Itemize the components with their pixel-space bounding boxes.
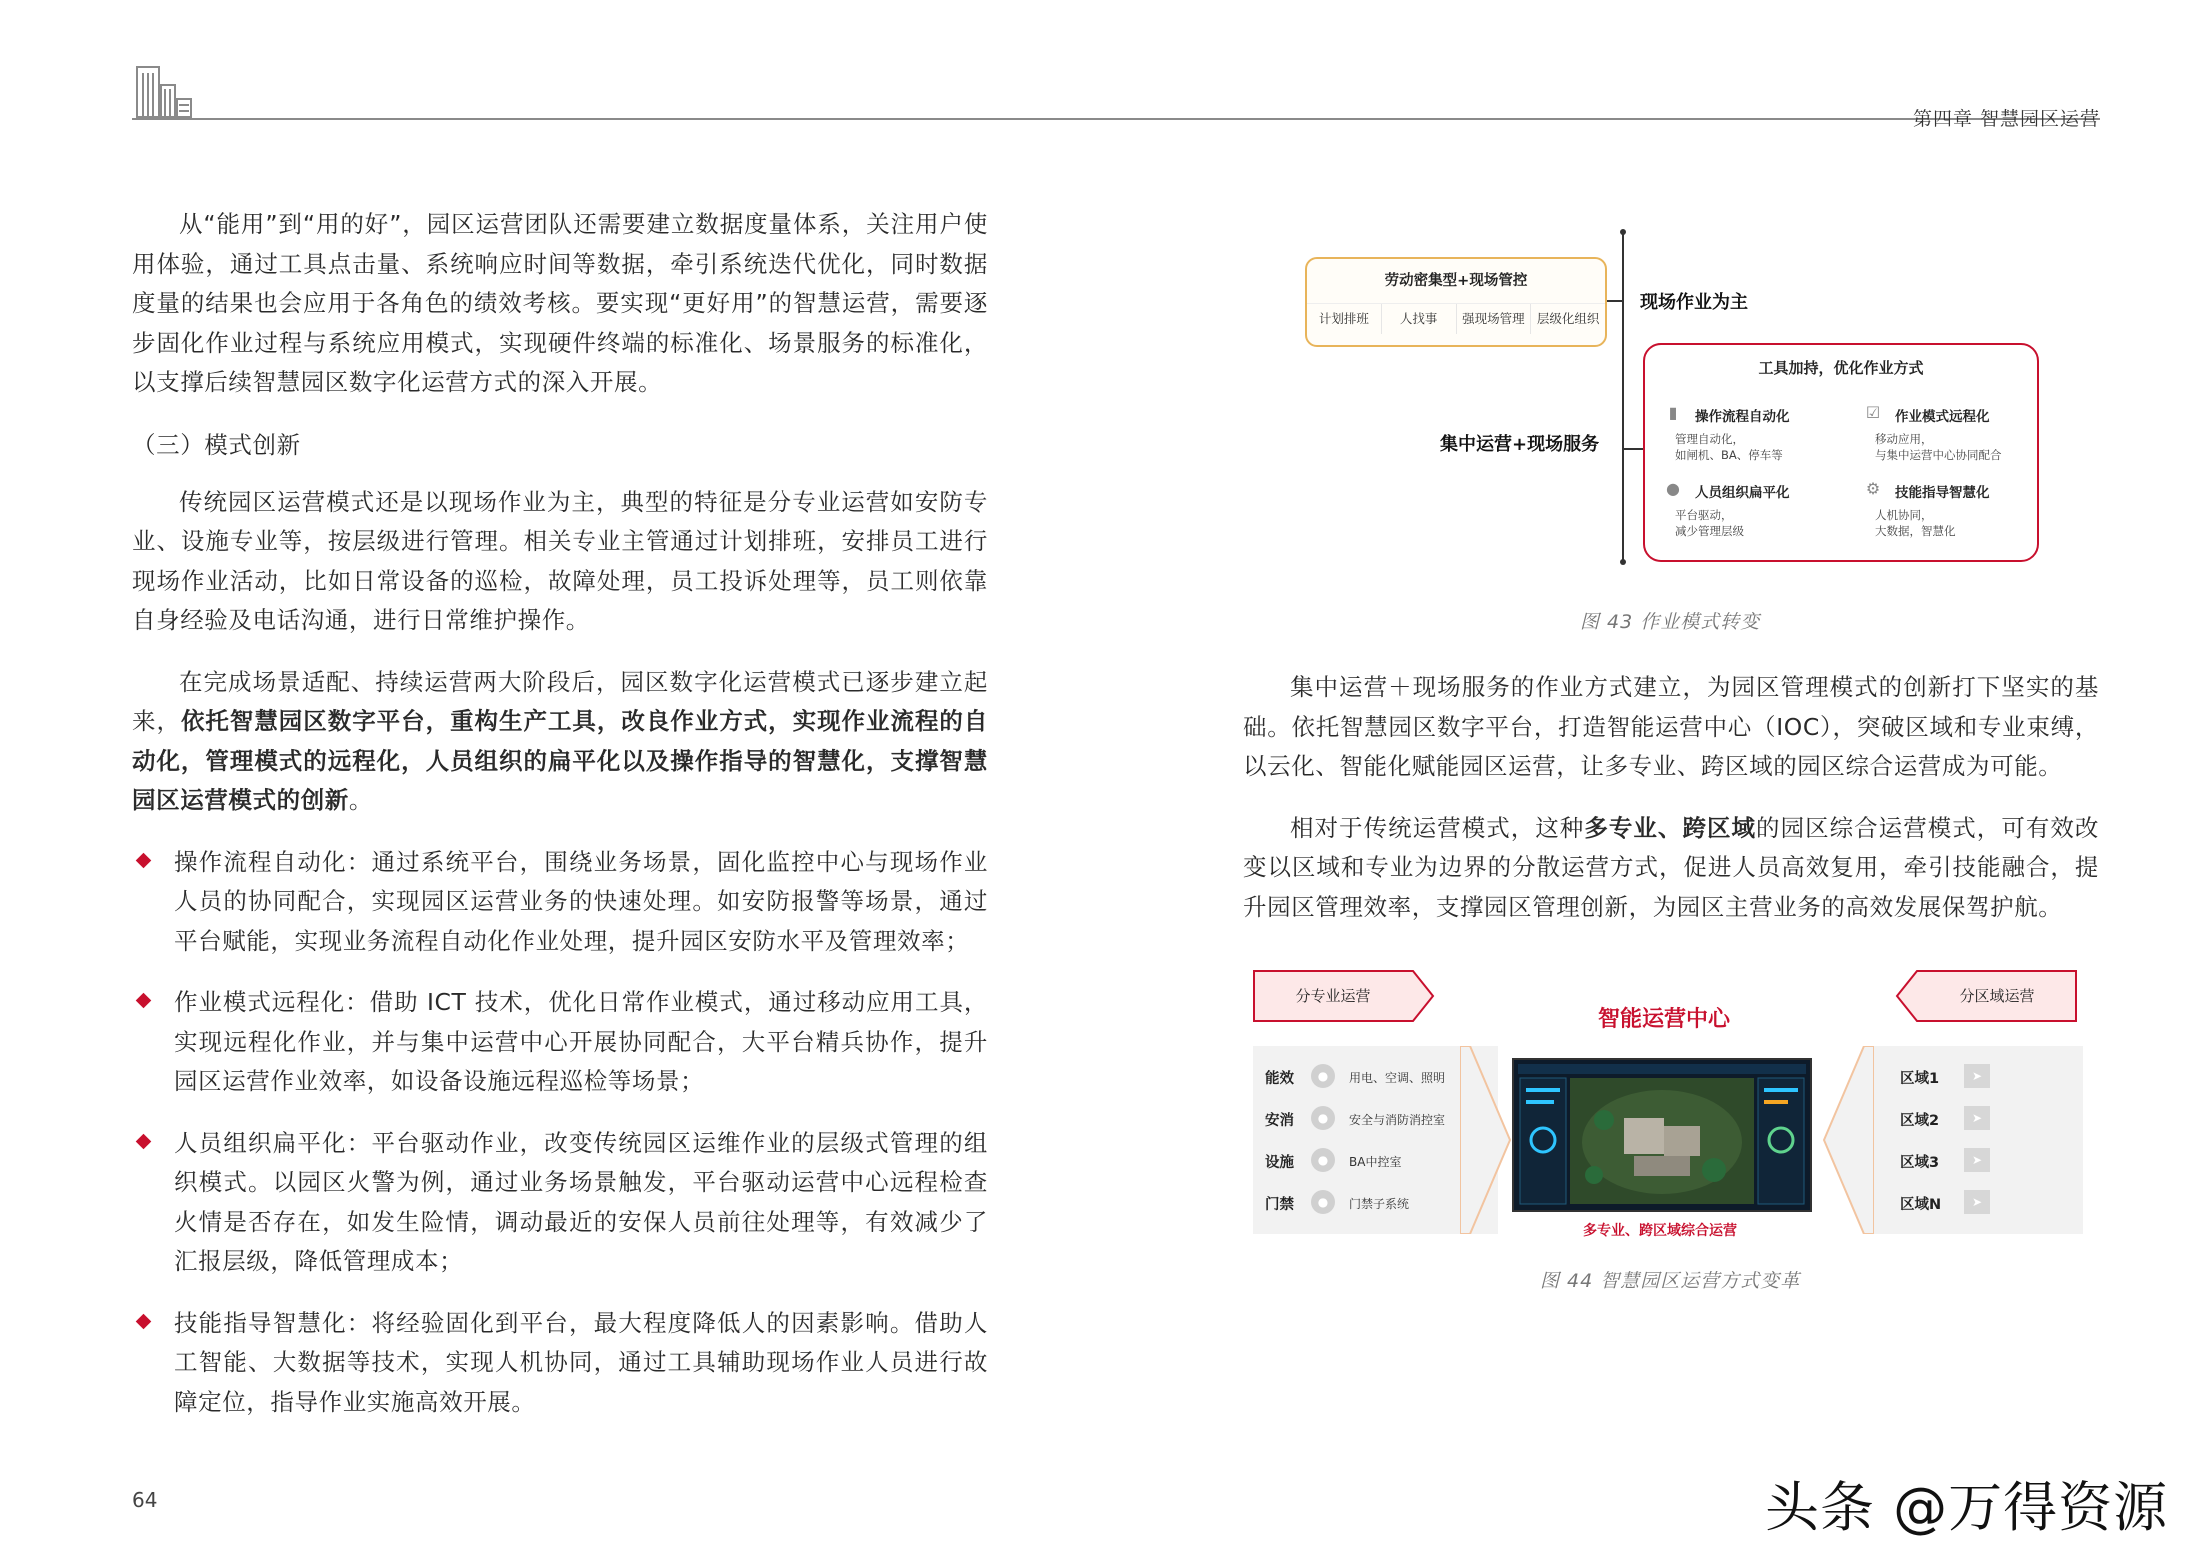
item-title: 操作流程自动化	[1695, 409, 1790, 425]
desc-line: 大数据，智慧化	[1875, 524, 1956, 538]
navigation-icon: ➤	[1964, 1106, 1990, 1130]
desc-line: 与集中运营中心协同配合	[1875, 448, 2002, 462]
row-key: 区域3	[1900, 1155, 1940, 1171]
fig44-caption: 图 44 智慧园区运营方式变革	[1540, 1270, 1801, 1292]
tag-cell: 计划排班	[1307, 304, 1382, 334]
tag-cell: 层级化组织	[1536, 311, 1600, 326]
ioc-dashboard-image	[1512, 1058, 1812, 1212]
people-icon: ●	[1666, 479, 1680, 498]
paragraph	[1243, 809, 2099, 928]
item-desc	[1875, 431, 2002, 463]
bullet-item	[132, 983, 988, 1102]
row-value: 用电、空调、照明	[1349, 1071, 1446, 1085]
tag-cell: 人找事	[1382, 304, 1457, 334]
right-row	[1900, 1064, 2050, 1090]
paragraph	[132, 663, 988, 821]
row-key: 区域1	[1900, 1071, 1940, 1087]
item-title: 人员组织扁平化	[1695, 485, 1790, 501]
building-logo-icon	[133, 63, 195, 121]
bullet-diamond-icon	[136, 1313, 152, 1329]
bullet-diamond-icon	[136, 1133, 152, 1149]
bold-text-run: 多专业、跨区域	[1584, 813, 1757, 842]
text-run: 。	[348, 786, 374, 814]
fig44-center-title: 智能运营中心	[1597, 1007, 1730, 1032]
bold-text-run: 依托智慧园区数字平台，重构生产工具，改良作业方式，实现作业流程的自动化，管理模式的远程化，人员组织的扁平化以及操作指导的智慧化，支撑智慧园区运营模式的创新	[132, 707, 988, 814]
bullet-diamond-icon	[136, 993, 152, 1009]
bullet-item	[132, 1304, 988, 1423]
shield-icon: ●	[1311, 1106, 1335, 1130]
bullet-text: 技能指导智慧化：将经验固化到平台，最大程度降低人的因素影响。借助人工智能、大数据等技术，实现人机协同，通过工具辅助现场作业人员进行故障定位，指导作业实施高效开展。	[174, 1308, 988, 1416]
fig44-subtitle: 多专业、跨区域综合运营	[1583, 1223, 1737, 1239]
box-title: 劳动密集型+现场管控	[1384, 273, 1528, 289]
text-run: 在完成场景适配、持续运营两大阶段后，园区数字化运营模式已逐步建立起来，	[132, 667, 988, 735]
paragraph: 传统园区运营模式还是以现场作业为主，典型的特征是分专业运营如安防专业、设施专业等，按层级进行管理。相关专业主管通过计划排班，安排员工进行现场作业活动，比如日常设备的巡检，故障处理，员工投诉处理等，员工则依靠自身经验及电话沟通，进行日常维护操作。	[132, 487, 988, 634]
left-arrow-tag: 分专业运营	[1295, 987, 1371, 1005]
left-row	[1265, 1064, 1495, 1090]
right-row	[1900, 1148, 2050, 1174]
item-desc	[1875, 507, 1956, 539]
navigation-icon: ➤	[1964, 1064, 1990, 1088]
checklist-icon: ☑	[1865, 403, 1881, 422]
door-icon: ●	[1311, 1190, 1335, 1214]
row-value: BA中控室	[1349, 1155, 1402, 1169]
facility-icon: ●	[1311, 1148, 1335, 1172]
bullet-item	[132, 843, 988, 962]
item-title: 作业模式远程化	[1895, 409, 1990, 425]
axis-arrow-top-icon	[1616, 226, 1630, 238]
page-number: 64	[132, 1488, 158, 1512]
box-title: 工具加持，优化作业方式	[1758, 359, 1924, 377]
chapter-title: 第四章 智慧园区运营	[1912, 108, 2100, 130]
fig43-optimized-box	[1643, 343, 2039, 562]
paragraph: 集中运营＋现场服务的作业方式建立，为园区管理模式的创新打下坚实的基础。依托智慧园区数字平台，打造智能运营中心（IOC），突破区域和专业束缚，以云化、智能化赋能园区运营，让多专业、跨区域的园区综合运营成为可能。	[1243, 673, 2099, 780]
row-key: 区域N	[1900, 1197, 1942, 1213]
desc-line: 管理自动化，	[1675, 432, 1744, 446]
left-row	[1265, 1106, 1495, 1132]
desc-line: 平台驱动，	[1675, 508, 1733, 522]
watermark: 头条 @万得资源	[1765, 1476, 2169, 1539]
left-row	[1265, 1148, 1495, 1174]
row-value: 门禁子系统	[1349, 1197, 1410, 1211]
robot-icon: ▮	[1668, 403, 1678, 422]
bullet-text: 操作流程自动化：通过系统平台，围绕业务场景，固化监控中心与现场作业人员的协同配合，实现园区运营业务的快速处理。如安防报警等场景，通过平台赋能，实现业务流程自动化作业处理，提升园区安防水平及管理效率；	[174, 847, 988, 955]
text-run: 相对于传统运营模式，这种	[1290, 813, 1585, 842]
desc-line: 人机协同，	[1875, 508, 1933, 522]
fig43-traditional-box	[1305, 257, 1607, 347]
left-column	[132, 205, 988, 1444]
bullet-text: 作业模式远程化：借助 ICT 技术，优化日常作业模式，通过移动应用工具，实现远程化作业，并与集中运营中心开展协同配合，大平台精兵协作，提升园区运营作业效率，如设备设施远程巡检等场景；	[174, 988, 988, 1095]
right-row	[1900, 1106, 2050, 1132]
navigation-icon: ➤	[1964, 1190, 1990, 1214]
desc-line: 减少管理层级	[1675, 524, 1744, 538]
row-key: 安消	[1265, 1113, 1294, 1129]
bullet-diamond-icon	[136, 852, 152, 868]
tag-cell: 强现场管理	[1457, 304, 1532, 334]
row-key: 区域2	[1900, 1113, 1940, 1129]
fig43-caption: 图 43 作业模式转变	[1580, 611, 1761, 633]
desc-line: 如闸机、BA、停车等	[1675, 448, 1783, 462]
navigation-icon: ➤	[1964, 1148, 1990, 1172]
energy-icon: ●	[1311, 1064, 1335, 1088]
fig43-label-bottom: 集中运营+现场服务	[1440, 434, 1600, 455]
item-title: 技能指导智慧化	[1895, 485, 1990, 501]
fig43-timeline-axis	[1622, 232, 1624, 562]
bullet-item	[132, 1124, 988, 1282]
axis-arrow-bottom-icon	[1616, 556, 1630, 568]
section-heading: （三）模式创新	[132, 430, 301, 459]
item-desc	[1675, 507, 1744, 539]
bullet-text: 人员组织扁平化：平台驱动作业，改变传统园区运维作业的层级式管理的组织模式。以园区火警为例，通过业务场景触发，平台驱动运营中心远程检查火情是否存在，如发生险情，调动最近的安保人员前往处理等，有效减少了汇报层级，降低管理成本；	[174, 1128, 988, 1275]
right-column	[1243, 668, 2099, 949]
text-run: 的园区综合运营模式，可有效改变以区域和专业为边界的分散运营方式，促进人员高效复用，牵引技能融合，提升园区管理效率，支撑园区管理创新，为园区主营业务的高效发展保驾护航。	[1243, 813, 2100, 921]
right-arrow-tag: 分区域运营	[1959, 987, 2035, 1005]
gear-icon: ⚙	[1865, 479, 1881, 498]
item-desc	[1675, 431, 1783, 463]
connector	[1623, 448, 1643, 450]
header-rule	[132, 118, 2100, 120]
right-chevron-shape	[1822, 1046, 1874, 1234]
row-value: 安全与消防消控室	[1349, 1113, 1446, 1127]
paragraph: 从“能用”到“用的好”，园区运营团队还需要建立数据度量体系，关注用户使用体验，通过工具点击量、系统响应时间等数据，牵引系统迭代优化，同时数据度量的结果也会应用于各角色的绩效考核。要实现“更好用”的智慧运营，需要逐步固化作业过程与系统应用模式，实现硬件终端的标准化、场景服务的标准化，以支撑后续智慧园区数字化运营方式的深入开展。	[132, 210, 988, 396]
desc-line: 移动应用，	[1875, 432, 1933, 446]
tag-row	[1307, 303, 1605, 334]
fig43-label-top: 现场作业为主	[1640, 292, 1748, 313]
right-row	[1900, 1190, 2050, 1216]
row-key: 设施	[1265, 1155, 1294, 1171]
row-key: 门禁	[1265, 1197, 1294, 1213]
left-row	[1265, 1190, 1495, 1216]
row-key: 能效	[1265, 1071, 1294, 1087]
